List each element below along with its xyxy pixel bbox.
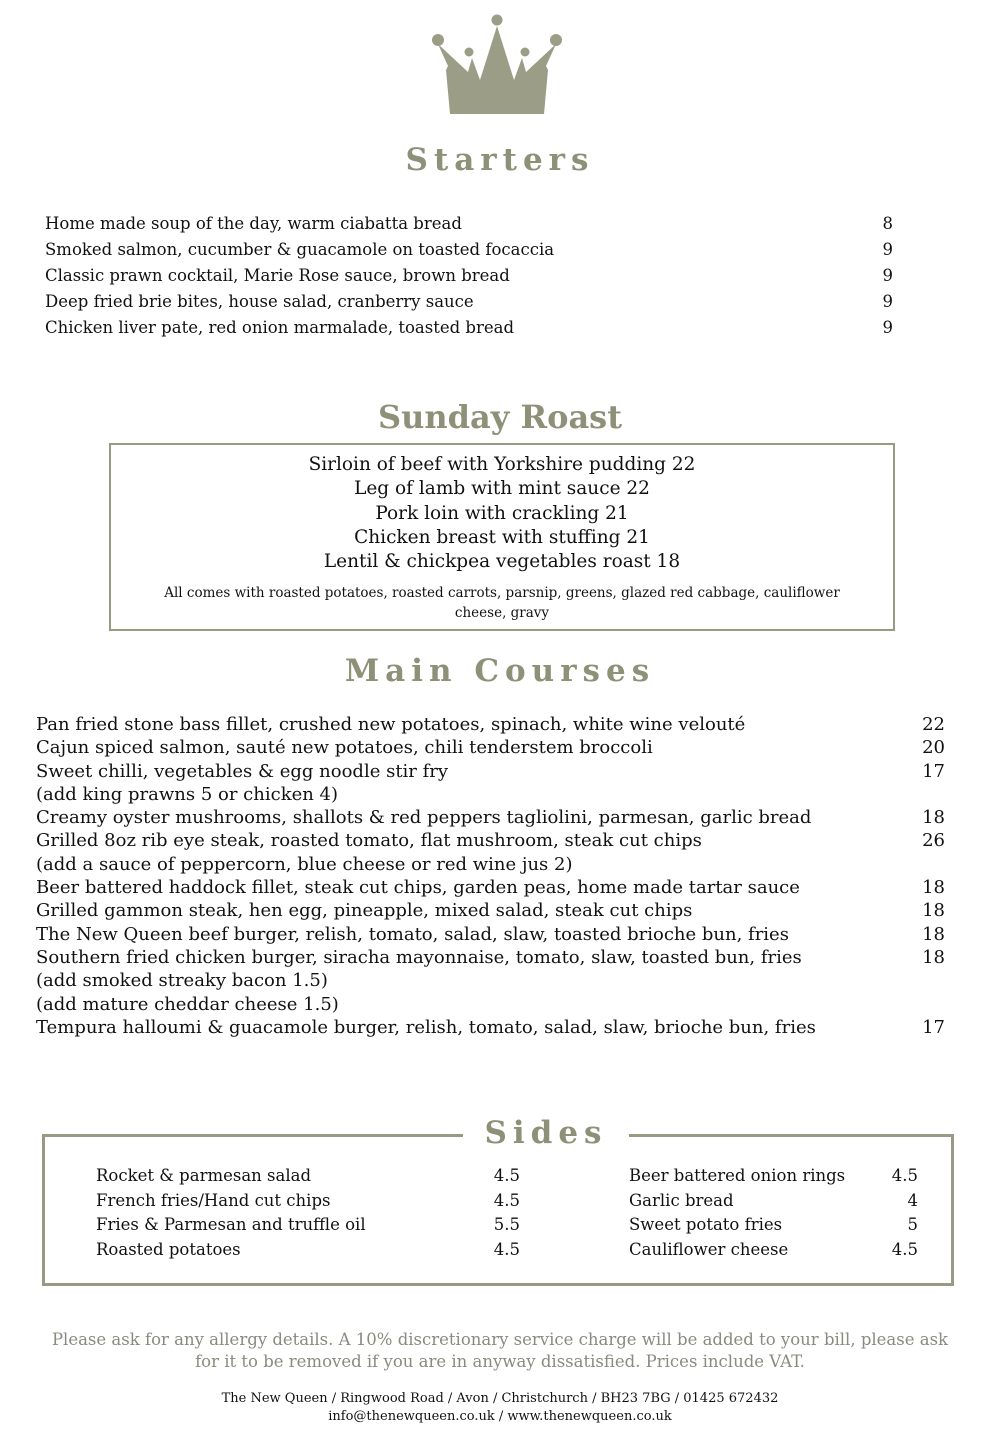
item-name: Classic prawn cocktail, Marie Rose sauce, brown bread	[45, 266, 510, 285]
item-price: 4.5	[493, 1166, 520, 1185]
main-course-item	[36, 946, 945, 969]
side-item	[96, 1238, 520, 1263]
item-price: 17	[922, 760, 945, 782]
item-price: 18	[922, 807, 945, 829]
roast-item: Sirloin of beef with Yorkshire pudding 22	[308, 454, 696, 475]
item-price: 18	[922, 877, 945, 899]
starters-list	[45, 211, 893, 341]
side-item	[96, 1213, 520, 1238]
starter-item	[45, 263, 893, 289]
item-price: 8	[882, 214, 893, 233]
main-course-item	[36, 899, 945, 922]
sunday-roast-box	[109, 443, 895, 631]
item-price: 4.5	[891, 1166, 918, 1185]
side-item	[629, 1238, 918, 1263]
side-item	[629, 1189, 918, 1214]
item-name: Fries & Parmesan and truffle oil	[96, 1215, 366, 1235]
item-name: (add a sauce of peppercorn, blue cheese or red wine jus 2)	[36, 853, 573, 875]
item-price: 4.5	[493, 1239, 520, 1259]
main-course-item	[36, 853, 945, 876]
starter-item	[45, 211, 893, 237]
item-name: Chicken liver pate, red onion marmalade, toasted bread	[45, 318, 515, 337]
main-course-item	[36, 969, 945, 992]
item-price: 17	[922, 1016, 945, 1038]
crown-icon	[428, 14, 566, 122]
main-course-item	[36, 760, 945, 783]
main-course-item	[36, 829, 945, 852]
roast-item: Chicken breast with stuffing 21	[354, 526, 650, 548]
item-price: 9	[882, 266, 893, 285]
item-name: Beer battered haddock fillet, steak cut chips, garden peas, home made tartar sauce	[36, 877, 800, 899]
item-name: Home made soup of the day, warm ciabatta bread	[45, 214, 462, 233]
item-name: Grilled 8oz rib eye steak, roasted tomato, flat mushroom, steak cut chips	[36, 830, 702, 852]
item-price: 9	[882, 240, 893, 259]
item-price: 4.5	[891, 1239, 918, 1259]
item-name: Cauliflower cheese	[629, 1239, 789, 1259]
sunday-roast-heading: Sunday Roast	[378, 398, 622, 436]
sides-heading: Sides	[463, 1115, 629, 1151]
item-price: 18	[922, 900, 945, 922]
item-name: Roasted potatoes	[96, 1239, 241, 1259]
starter-item	[45, 237, 893, 263]
side-item	[629, 1213, 918, 1238]
side-item	[96, 1164, 520, 1189]
footer	[0, 1390, 1000, 1426]
roast-item: Pork loin with crackling 21	[375, 502, 629, 524]
side-item	[629, 1164, 918, 1189]
item-price: 4.5	[493, 1190, 520, 1210]
item-price: 4	[907, 1190, 918, 1210]
sides-right-column	[629, 1164, 918, 1262]
item-name: French fries/Hand cut chips	[96, 1190, 331, 1210]
item-price: 22	[922, 714, 945, 735]
sunday-roast-note: All comes with roasted potatoes, roasted carrots, parsnip, greens, glazed red cabbage, cauliflower cheese, gravy	[164, 585, 840, 622]
item-name: The New Queen beef burger, relish, tomato, salad, slaw, toasted brioche bun, fries	[36, 923, 789, 945]
item-name: Cajun spiced salmon, sauté new potatoes, chili tenderstem broccoli	[36, 737, 653, 759]
allergy-note: Please ask for any allergy details. A 10% discretionary service charge will be added to your bill, please ask for it to be removed if you are in anyway dissatisfied. Prices include VAT.	[51, 1330, 949, 1371]
item-name: Pan fried stone bass fillet, crushed new potatoes, spinach, white wine velouté	[36, 714, 746, 735]
item-name: Beer battered onion rings	[629, 1166, 846, 1185]
main-courses-list	[36, 713, 945, 1039]
main-course-item	[36, 713, 945, 736]
item-price: 18	[922, 923, 945, 945]
item-name: Sweet potato fries	[629, 1215, 783, 1235]
starters-heading: Starters	[405, 142, 595, 178]
footer-contact: info@thenewqueen.co.uk / www.thenewqueen.co.uk	[328, 1409, 672, 1424]
item-name: Garlic bread	[629, 1190, 734, 1210]
main-course-item	[36, 736, 945, 759]
item-name: Rocket & parmesan salad	[96, 1166, 312, 1185]
item-price: 26	[922, 830, 945, 852]
roast-item: Lentil & chickpea vegetables roast 18	[323, 551, 681, 573]
item-name: Grilled gammon steak, hen egg, pineapple, mixed salad, steak cut chips	[36, 900, 693, 922]
item-name: Smoked salmon, cucumber & guacamole on toasted focaccia	[45, 240, 555, 259]
footer-address: The New Queen / Ringwood Road / Avon / Christchurch / BH23 7BG / 01425 672432	[221, 1391, 779, 1406]
item-name: (add king prawns 5 or chicken 4)	[36, 783, 339, 805]
item-name: Tempura halloumi & guacamole burger, relish, tomato, salad, slaw, brioche bun, fries	[36, 1016, 816, 1038]
item-price: 18	[922, 946, 945, 968]
main-course-item	[36, 1016, 945, 1039]
main-course-item	[36, 783, 945, 806]
roast-item: Leg of lamb with mint sauce 22	[354, 478, 650, 500]
starter-item	[45, 315, 893, 341]
item-price: 9	[882, 292, 893, 311]
item-name: Deep fried brie bites, house salad, cranberry sauce	[45, 292, 474, 311]
sides-box	[42, 1115, 954, 1286]
item-name: Creamy oyster mushrooms, shallots & red peppers tagliolini, parmesan, garlic bread	[36, 807, 812, 829]
item-price: 9	[882, 318, 893, 337]
item-price: 5.5	[493, 1215, 520, 1235]
sunday-roast-list	[111, 453, 893, 574]
main-course-item	[36, 806, 945, 829]
item-name: (add mature cheddar cheese 1.5)	[36, 993, 339, 1015]
item-name: Southern fried chicken burger, siracha mayonnaise, tomato, slaw, toasted bun, fries	[36, 946, 802, 968]
item-price: 20	[922, 737, 945, 759]
item-name: Sweet chilli, vegetables & egg noodle stir fry	[36, 760, 449, 782]
main-course-item	[36, 993, 945, 1016]
main-course-item	[36, 876, 945, 899]
item-name: (add smoked streaky bacon 1.5)	[36, 970, 328, 992]
sides-left-column	[96, 1164, 520, 1262]
main-course-item	[36, 923, 945, 946]
item-price: 5	[907, 1215, 918, 1235]
main-courses-heading: Main Courses	[344, 653, 656, 689]
starter-item	[45, 289, 893, 315]
side-item	[96, 1189, 520, 1214]
